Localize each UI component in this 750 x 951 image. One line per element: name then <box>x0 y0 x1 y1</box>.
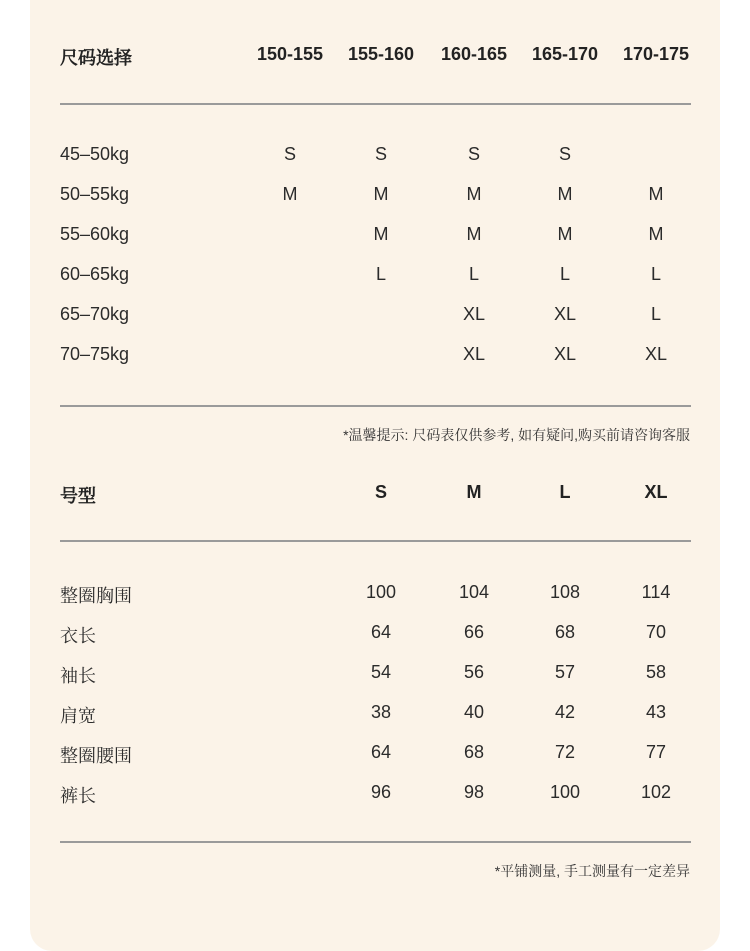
measurement-value: 96 <box>370 782 392 802</box>
size-tip-note: *温馨提示: 尺码表仅供参考, 如有疑问,购买前请咨询客服 <box>343 427 690 443</box>
weight-range-label: 50–55kg <box>60 184 130 204</box>
height-range-header: 150-155 <box>256 44 324 64</box>
measurement-value: 58 <box>645 662 667 682</box>
weight-range-label: 55–60kg <box>60 224 130 244</box>
measurement-value: 104 <box>458 582 490 602</box>
size-cell: L <box>650 264 661 284</box>
measurement-value: 66 <box>463 622 485 642</box>
size-cell: M <box>373 184 389 204</box>
size-cell: S <box>374 144 387 164</box>
weight-range-label: 45–50kg <box>60 144 130 164</box>
measurement-label: 裤长 <box>60 786 96 806</box>
measurement-value: 38 <box>370 702 392 722</box>
measurement-label: 整圈腰围 <box>60 746 132 766</box>
size-cell: M <box>557 184 573 204</box>
size-cell: XL <box>462 304 486 324</box>
measurement-value: 40 <box>463 702 485 722</box>
measurement-value: 57 <box>554 662 576 682</box>
size-cell: XL <box>553 304 577 324</box>
measurement-value: 68 <box>554 622 576 642</box>
measurement-value: 54 <box>370 662 392 682</box>
weight-range-label: 60–65kg <box>60 264 130 284</box>
divider <box>60 103 691 105</box>
measurement-value: 108 <box>549 582 581 602</box>
size-cell: S <box>283 144 296 164</box>
measurement-label: 肩宽 <box>60 706 96 726</box>
measurement-value: 98 <box>463 782 485 802</box>
measurement-label: 整圈胸围 <box>60 586 132 606</box>
size-cell: M <box>648 224 664 244</box>
size-cell: L <box>468 264 479 284</box>
measurement-value: 102 <box>640 782 672 802</box>
size-cell: XL <box>553 344 577 364</box>
size-cell: M <box>466 224 482 244</box>
divider <box>60 841 691 843</box>
size-column-header: M <box>466 482 482 502</box>
size-cell: L <box>559 264 570 284</box>
measurement-note: *平铺测量, 手工测量有一定差异 <box>494 863 690 879</box>
size-select-title: 尺码选择 <box>60 48 132 68</box>
height-range-header: 160-165 <box>440 44 508 64</box>
size-cell: L <box>375 264 386 284</box>
size-cell: XL <box>644 344 668 364</box>
size-cell: S <box>558 144 571 164</box>
measurement-value: 100 <box>365 582 397 602</box>
weight-range-label: 65–70kg <box>60 304 130 324</box>
size-column-header: XL <box>644 482 668 502</box>
size-cell: XL <box>462 344 486 364</box>
measurement-value: 42 <box>554 702 576 722</box>
divider <box>60 405 691 407</box>
size-column-header: S <box>374 482 387 502</box>
size-cell: M <box>557 224 573 244</box>
size-column-header: L <box>559 482 571 502</box>
measurement-value: 56 <box>463 662 485 682</box>
size-cell: M <box>648 184 664 204</box>
measurement-value: 68 <box>463 742 485 762</box>
measurement-label: 袖长 <box>60 666 96 686</box>
measurement-label: 衣长 <box>60 626 96 646</box>
measurement-value: 43 <box>645 702 667 722</box>
size-cell: L <box>650 304 661 324</box>
size-cell: S <box>467 144 480 164</box>
size-cell: M <box>466 184 482 204</box>
weight-range-label: 70–75kg <box>60 344 130 364</box>
measurement-value: 64 <box>370 742 392 762</box>
height-range-header: 165-170 <box>531 44 599 64</box>
size-cell: M <box>282 184 298 204</box>
measurement-title: 号型 <box>60 486 96 506</box>
height-range-header: 170-175 <box>622 44 690 64</box>
size-chart-card <box>30 0 720 951</box>
measurement-value: 64 <box>370 622 392 642</box>
measurement-value: 114 <box>641 582 671 602</box>
measurement-value: 72 <box>554 742 576 762</box>
size-cell: M <box>373 224 389 244</box>
measurement-value: 100 <box>549 782 581 802</box>
measurement-value: 70 <box>645 622 667 642</box>
divider <box>60 540 691 542</box>
measurement-value: 77 <box>645 742 667 762</box>
height-range-header: 155-160 <box>347 44 415 64</box>
